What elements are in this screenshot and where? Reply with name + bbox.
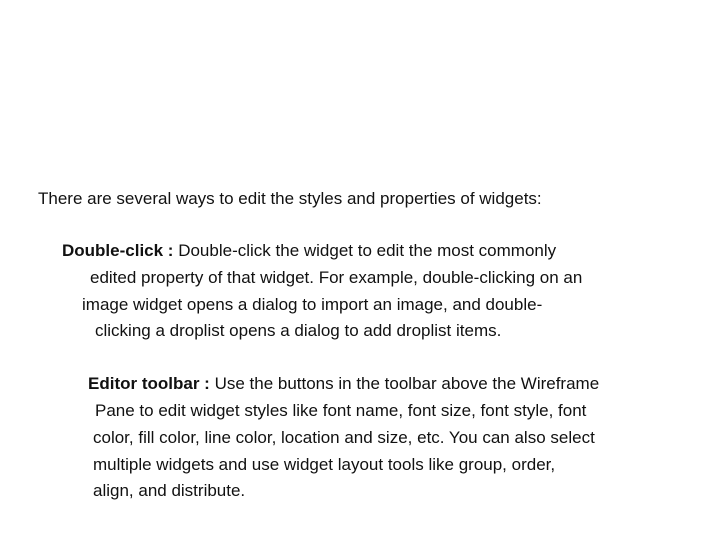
item-term: Editor toolbar : [88,374,210,393]
item-text-line: image widget opens a dialog to import an image, and double- [82,295,543,314]
item-text-line: edited property of that widget. For example, double-clicking on an [90,268,583,287]
item-term: Double-click : [62,241,174,260]
item-text-line: align, and distribute. [93,481,246,500]
item-text-line: Use the buttons in the toolbar above the Wireframe [214,374,600,393]
item-text-line: Double-click the widget to edit the most commonly [178,241,557,260]
item-text-line: Pane to edit widget styles like font name, font size, font style, font [95,401,587,420]
intro-text: There are several ways to edit the styles and properties of widgets: [38,189,542,208]
item-text-line: clicking a droplist opens a dialog to add droplist items. [95,321,502,340]
item-text-line: multiple widgets and use widget layout tools like group, order, [93,455,556,474]
item-text-line: color, fill color, line color, location and size, etc. You can also select [93,428,595,447]
